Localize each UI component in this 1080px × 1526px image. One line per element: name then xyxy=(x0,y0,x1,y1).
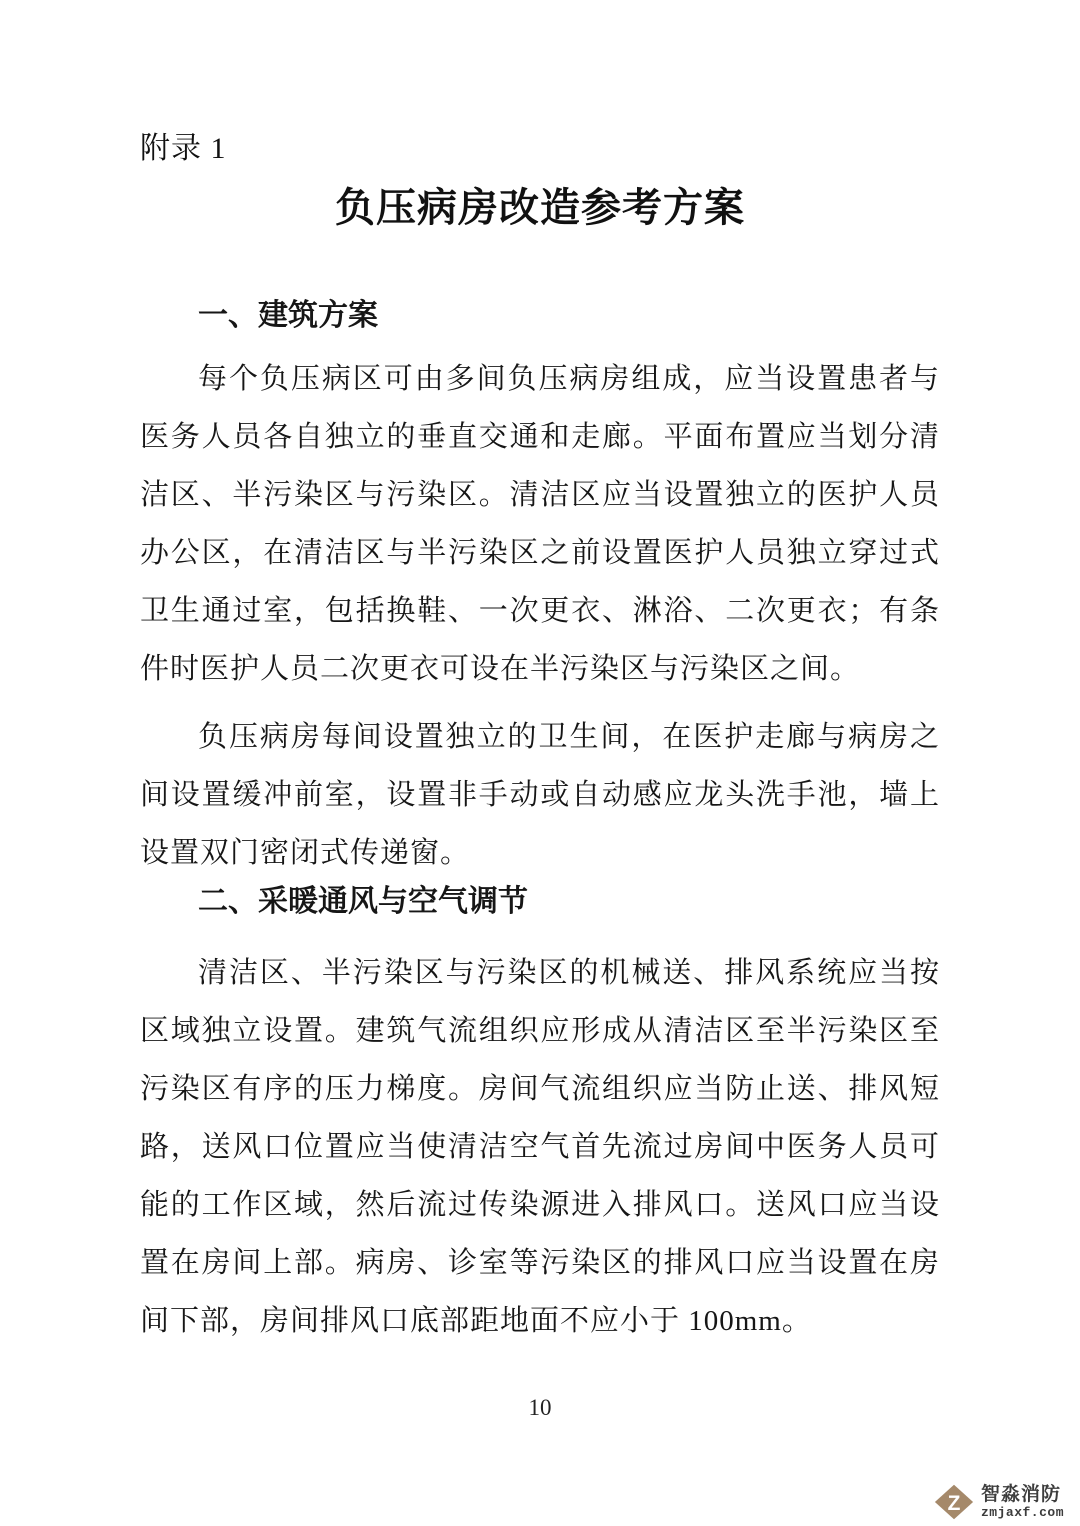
document-content xyxy=(140,130,940,1350)
paragraph-hvac-1: 清洁区、半污染区与污染区的机械送、排风系统应当按区域独立设置。建筑气流组织应形成从清洁区至半污染区至污染区有序的压力梯度。房间气流组织应当防止送、排风短路，送风口位置应当使清洁空气首先流过房间中医务人员可能的工作区域，然后流过传染源进入排风口。送风口应当设置在房间上部。病房、诊室等污染区的排风口应当设置在房间下部，房间排风口底部距地面不应小于 100mm。 xyxy=(140,957,940,1337)
brand-url: zmjaxf.com xyxy=(980,1505,1064,1520)
paragraph-building-1: 每个负压病区可由多间负压病房组成，应当设置患者与医务人员各自独立的垂直交通和走廊。平面布置应当划分清洁区、半污染区与污染区。清洁区应当设置独立的医护人员办公区，在清洁区与半污染区之前设置医护人员独立穿过式卫生通过室，包括换鞋、一次更衣、淋浴、二次更衣；有条件时医护人员二次更衣可设在半污染区与污染区之间。 xyxy=(140,363,940,685)
brand-text-block xyxy=(981,1485,1064,1519)
logo-z-glyph: Z xyxy=(947,1492,961,1516)
brand-watermark xyxy=(934,1483,1064,1521)
brand-logo-icon xyxy=(934,1483,974,1521)
section-heading-hvac: 二、采暖通风与空气调节 xyxy=(198,885,528,918)
paragraph-building-2: 负压病房每间设置独立的卫生间，在医护走廊与病房之间设置缓冲前室，设置非手动或自动感应龙头洗手池，墙上设置双门密闭式传递窗。 xyxy=(140,721,940,869)
page-title: 负压病房改造参考方案 xyxy=(335,185,745,230)
brand-name: 智淼消防 xyxy=(980,1484,1061,1505)
section-heading-building-plan: 一、建筑方案 xyxy=(198,299,378,332)
page-number: 10 xyxy=(528,1395,552,1420)
appendix-label: 附录 1 xyxy=(140,132,227,165)
